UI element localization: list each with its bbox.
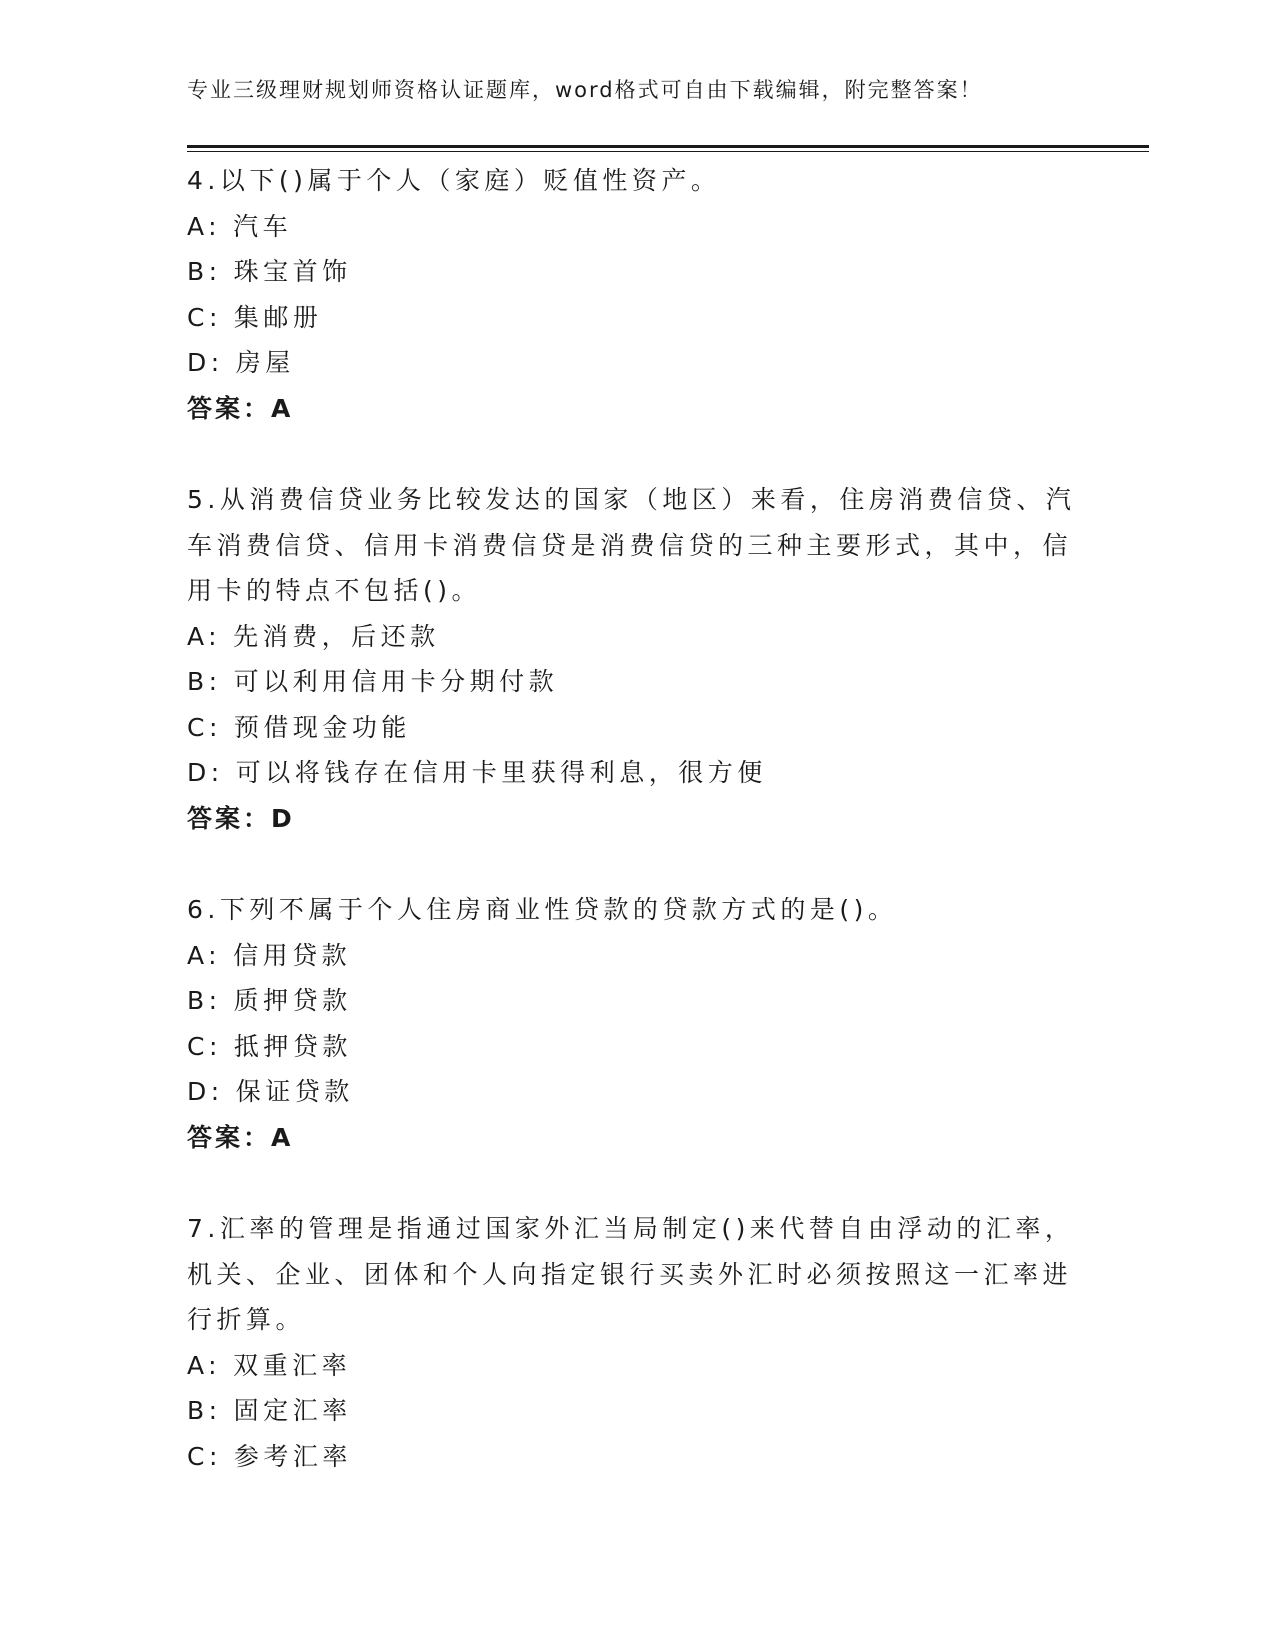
option-b bbox=[187, 978, 1087, 1024]
option-letter: A: bbox=[187, 211, 222, 241]
option-letter: B: bbox=[187, 667, 222, 696]
answer-line: 答案：A bbox=[187, 1122, 294, 1152]
option-letter: C: bbox=[187, 302, 222, 332]
option-text: 信用贷款 bbox=[233, 940, 352, 970]
option-text: 双重汇率 bbox=[233, 1350, 352, 1380]
option-text: 保证贷款 bbox=[235, 1077, 354, 1106]
option-text: 集邮册 bbox=[233, 302, 323, 332]
option-letter: D: bbox=[187, 348, 224, 377]
option-letter: A: bbox=[187, 940, 222, 970]
option-c bbox=[187, 295, 1087, 341]
header-rule-thick bbox=[187, 145, 1149, 148]
option-d bbox=[187, 1069, 1087, 1115]
header-rule-thin bbox=[187, 151, 1149, 152]
option-text: 珠宝首饰 bbox=[233, 257, 352, 286]
question-4 bbox=[187, 158, 1087, 431]
question-7 bbox=[187, 1206, 1087, 1479]
question-stem: 6.下列不属于个人住房商业性贷款的贷款方式的是()。 bbox=[187, 895, 898, 924]
option-letter: B: bbox=[187, 257, 222, 286]
option-text: 可以将钱存在信用卡里获得利息，很方便 bbox=[235, 758, 767, 787]
answer-line: 答案：A bbox=[187, 393, 294, 423]
option-c bbox=[187, 1024, 1087, 1070]
question-5 bbox=[187, 477, 1087, 841]
option-text: 质押贷款 bbox=[233, 986, 352, 1015]
question-stem: 4.以下()属于个人（家庭）贬值性资产。 bbox=[187, 166, 721, 195]
option-letter: D: bbox=[187, 1077, 224, 1106]
page-header: 专业三级理财规划师资格认证题库，word格式可自由下载编辑，附完整答案！ bbox=[187, 78, 983, 102]
answer-line: 答案：D bbox=[187, 803, 295, 833]
option-letter: D: bbox=[187, 758, 224, 787]
option-text: 预借现金功能 bbox=[233, 712, 411, 742]
option-a bbox=[187, 1343, 1087, 1389]
option-letter: B: bbox=[187, 986, 222, 1015]
option-letter: C: bbox=[187, 1031, 222, 1061]
option-text: 抵押贷款 bbox=[233, 1031, 352, 1061]
option-c bbox=[187, 705, 1087, 751]
option-d bbox=[187, 340, 1087, 386]
option-text: 汽车 bbox=[233, 211, 293, 241]
option-a bbox=[187, 614, 1087, 660]
option-text: 固定汇率 bbox=[233, 1396, 352, 1425]
option-letter: C: bbox=[187, 1441, 222, 1471]
option-letter: A: bbox=[187, 1350, 222, 1380]
option-letter: A: bbox=[187, 621, 222, 651]
option-letter: C: bbox=[187, 712, 222, 742]
option-letter: B: bbox=[187, 1396, 222, 1425]
option-a bbox=[187, 204, 1087, 250]
option-a bbox=[187, 933, 1087, 979]
option-d bbox=[187, 750, 1087, 796]
option-c bbox=[187, 1434, 1087, 1480]
question-stem: 5.从消费信贷业务比较发达的国家（地区）来看，住房消费信贷、汽车消费信贷、信用卡消费信贷是消费信贷的三种主要形式，其中，信用卡的特点不包括()。 bbox=[187, 485, 1076, 605]
option-b bbox=[187, 249, 1087, 295]
question-6 bbox=[187, 887, 1087, 1160]
option-text: 可以利用信用卡分期付款 bbox=[233, 667, 559, 696]
option-text: 参考汇率 bbox=[233, 1441, 352, 1471]
question-stem: 7.汇率的管理是指通过国家外汇当局制定()来代替自由浮动的汇率，机关、企业、团体和个人向指定银行买卖外汇时必须按照这一汇率进行折算。 bbox=[187, 1214, 1075, 1334]
option-b bbox=[187, 1388, 1087, 1434]
option-text: 先消费，后还款 bbox=[233, 621, 440, 651]
option-text: 房屋 bbox=[235, 348, 295, 377]
question-list bbox=[187, 158, 1087, 1479]
option-b bbox=[187, 659, 1087, 705]
